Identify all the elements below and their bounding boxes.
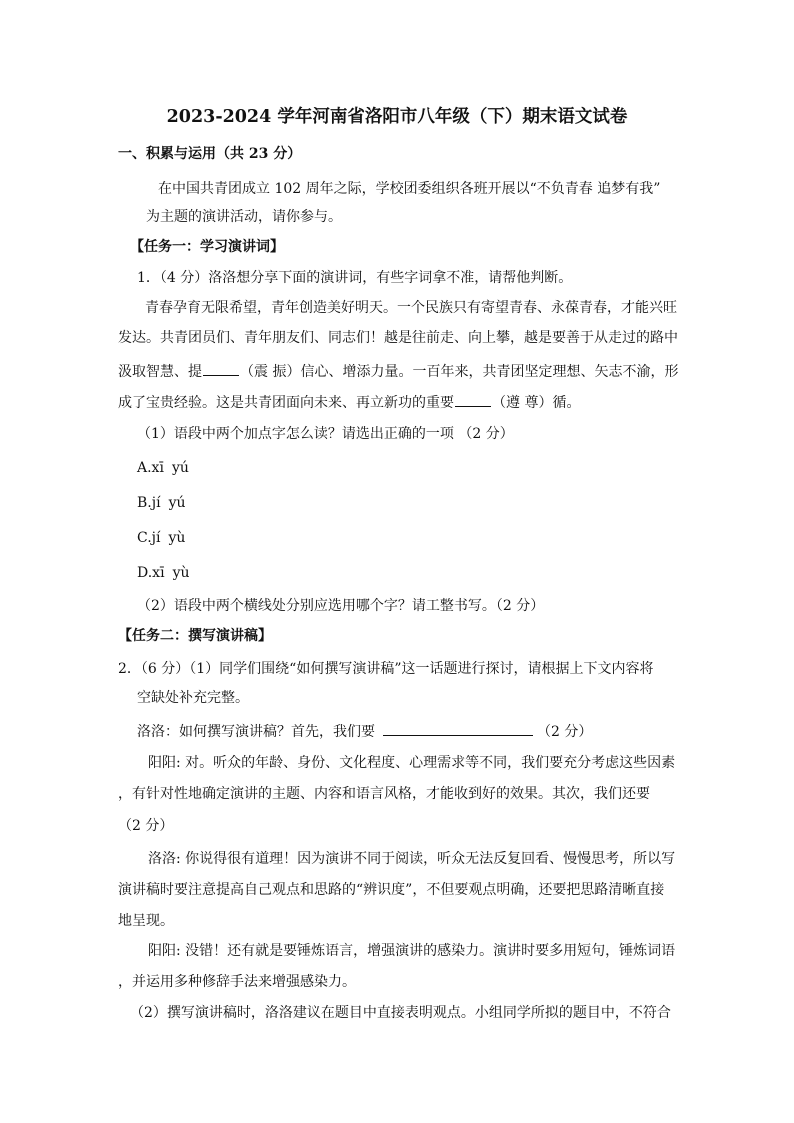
passage-line-4-end: （遵 尊）循。 bbox=[492, 395, 581, 411]
option-b-value: yú bbox=[168, 495, 186, 511]
passage-line-3-end: （震 振）信心、增添力量。一百年来，共青团坚定理想、矢志不渝，形 bbox=[240, 364, 679, 380]
option-b-label: B.jí bbox=[137, 495, 161, 511]
passage-line-4 bbox=[118, 392, 580, 413]
passage-line-4-start: 成了宝贵经验。这是共青团面向未来、再立新功的重要 bbox=[118, 395, 454, 411]
q2-stem-2: 空缺处补充完整。 bbox=[137, 690, 249, 706]
page-title: 2023-2024 学年河南省洛阳市八年级（下）期末语文试卷 bbox=[166, 107, 628, 127]
q1-sub1: （1）语段中两个加点字怎么读？请选出正确的一项 （2 分） bbox=[137, 426, 514, 442]
blank-2[interactable] bbox=[455, 392, 491, 407]
task2-heading: 【任务二：撰写演讲稿】 bbox=[118, 628, 272, 644]
option-b[interactable] bbox=[137, 493, 186, 513]
dialogue-luoluo-2-line-3: 地呈现。 bbox=[118, 913, 174, 929]
dialogue-luoluo-2-line-2: 演讲稿时要注意提高自己观点和思路的“辨识度”，不但要观点明确，还要把思路清晰直接 bbox=[118, 882, 665, 898]
passage-line-2: 发达。共青团员们、青年朋友们、同志们！越是往前走、向上攀，越是要善于从走过的路中 bbox=[118, 330, 678, 346]
q2-sub2: （2）撰写演讲稿时，洛洛建议在题目中直接表明观点。小组同学所拟的题目中，不符合 bbox=[130, 1005, 671, 1021]
option-d-value: yù bbox=[172, 565, 190, 581]
q1-sub2: （2）语段中两个横线处分别应选用哪个字？请工整书写。（2 分） bbox=[137, 598, 545, 614]
intro-line-2: 为主题的演讲活动，请你参与。 bbox=[146, 209, 342, 225]
passage-line-3-start: 汲取智慧、提 bbox=[118, 364, 202, 380]
blank-1[interactable] bbox=[203, 361, 239, 376]
dialogue-yangyang-2-line-2: ，并运用多种修辞手法来增强感染力。 bbox=[118, 974, 356, 990]
option-d[interactable] bbox=[137, 563, 190, 583]
option-a-value: yú bbox=[171, 460, 189, 476]
intro-line-1: 在中国共青团成立 102 周年之际，学校团委组织各班开展以“不负青春 追梦有我” bbox=[158, 181, 661, 197]
option-c-label: C.jí bbox=[137, 530, 161, 546]
task1-heading: 【任务一：学习演讲词】 bbox=[130, 239, 284, 255]
option-c-value: yù bbox=[168, 530, 186, 546]
q1-stem: 1．（4 分）洛洛想分享下面的演讲词，有些字词拿不准，请帮他判断。 bbox=[137, 270, 573, 286]
dialogue-luoluo-1-text: 洛洛：如何撰写演讲稿？首先，我们要 bbox=[137, 724, 375, 740]
dialogue-yangyang-1-line-3: （2 分） bbox=[118, 818, 174, 834]
passage-line-3 bbox=[118, 361, 678, 382]
dialogue-luoluo-2-line-1: 洛洛: 你说得很有道理！因为演讲不同于阅读，听众无法反复回看、慢慢思考，所以写 bbox=[148, 851, 676, 867]
passage-line-1: 青春孕育无限希望，青年创造美好明天。一个民族只有寄望青春、永葆青春，才能兴旺 bbox=[145, 300, 677, 316]
option-d-label: D.xī bbox=[137, 565, 165, 581]
dialogue-luoluo-1 bbox=[137, 721, 592, 742]
q2-stem-1: 2．（6 分）（1）同学们围绕“如何撰写演讲稿”这一话题进行探讨，请根据上下文内容将 bbox=[118, 661, 654, 677]
option-a[interactable] bbox=[137, 458, 189, 478]
dialogue-yangyang-1-line-1: 阳阳: 对。听众的年龄、身份、文化程度、心理需求等不同，我们要充分考虑这些因素 bbox=[148, 755, 676, 771]
option-c[interactable] bbox=[137, 528, 185, 548]
dialogue-luoluo-1-score: （2 分） bbox=[537, 724, 593, 740]
section-heading: 一、积累与运用（共 23 分） bbox=[118, 146, 302, 162]
answer-blank-1[interactable] bbox=[383, 721, 533, 736]
dialogue-yangyang-1-line-2: ，有针对性地确定演讲的主题、内容和语言风格，才能收到好的效果。其次，我们还要 bbox=[118, 786, 650, 802]
option-a-label: A.xī bbox=[137, 460, 164, 476]
dialogue-yangyang-2-line-1: 阳阳: 没错！还有就是要锤炼语言，增强演讲的感染力。演讲时要多用短句，锤炼词语 bbox=[148, 943, 676, 959]
